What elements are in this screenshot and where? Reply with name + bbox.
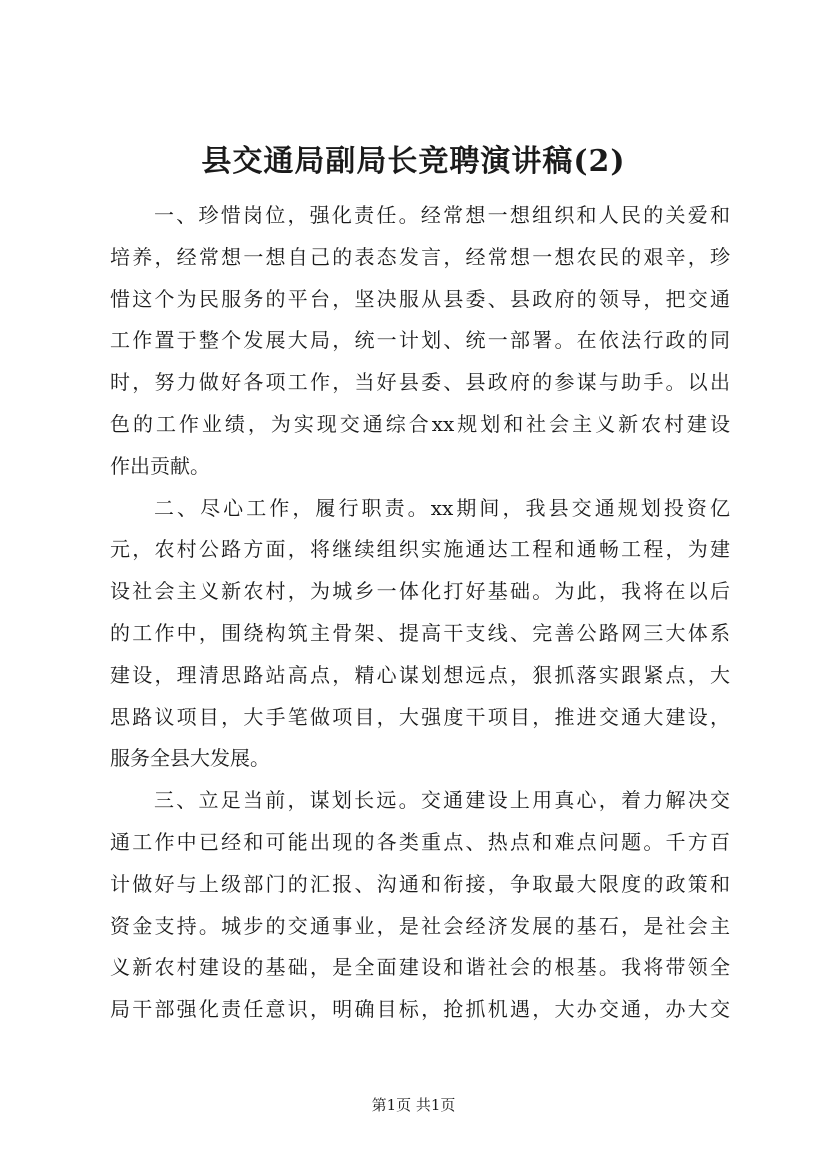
paragraph-1-line-1: 一、珍惜岗位，强化责任。经常想一想组织和人民的关爱和 xyxy=(154,203,730,227)
paragraph-1-line-4: 工作置于整个发展大局，统一计划、统一部署。在依法行政的同 xyxy=(110,328,730,353)
paragraph-2-line-7: 服务全县大发展。 xyxy=(110,746,270,771)
paragraph-1-line-3: 惜这个为民服务的平台，坚决服从县委、县政府的领导，把交通 xyxy=(110,286,730,311)
page-number-footer: 第1页 共1页 xyxy=(371,1096,456,1114)
paragraph-1-line-7: 作出贡献。 xyxy=(110,453,210,478)
document-title: 县交通局副局长竞聘演讲稿(2) xyxy=(201,144,626,179)
paragraph-2-line-4: 的工作中，围绕构筑主骨架、提高干支线、完善公路网三大体系 xyxy=(110,620,730,645)
paragraph-2-line-1: 二、尽心工作，履行职责。xx期间，我县交通规划投资亿 xyxy=(154,495,730,520)
paragraph-2-line-2: 元，农村公路方面，将继续组织实施通达工程和通畅工程，为建 xyxy=(110,537,730,562)
paragraph-3-line-4: 资金支持。城步的交通事业，是社会经济发展的基石，是社会主 xyxy=(110,913,730,938)
paragraph-3-line-6: 局干部强化责任意识，明确目标，抢抓机遇，大办交通，办大交 xyxy=(110,997,730,1022)
paragraph-2-line-6: 思路议项目，大手笔做项目，大强度干项目，推进交通大建设， xyxy=(110,704,730,729)
paragraph-2-line-5: 建设，理清思路站高点，精心谋划想远点，狠抓落实跟紧点，大 xyxy=(110,662,730,687)
paragraph-2-line-3: 设社会主义新农村，为城乡一体化打好基础。为此，我将在以后 xyxy=(110,579,730,604)
document-body xyxy=(110,195,730,1031)
paragraph-3-line-5: 义新农村建设的基础，是全面建设和谐社会的根基。我将带领全 xyxy=(110,955,730,980)
paragraph-3-line-1: 三、立足当前，谋划长远。交通建设上用真心，着力解决交 xyxy=(154,788,730,813)
paragraph-1-line-5: 时，努力做好各项工作，当好县委、县政府的参谋与助手。以出 xyxy=(110,370,730,395)
paragraph-3-line-2: 通工作中已经和可能出现的各类重点、热点和难点问题。千方百 xyxy=(110,829,730,854)
paragraph-3-line-3: 计做好与上级部门的汇报、沟通和衔接，争取最大限度的政策和 xyxy=(110,871,730,896)
paragraph-1-line-2: 培养，经常想一想自己的表态发言，经常想一想农民的艰辛，珍 xyxy=(110,244,730,269)
paragraph-1-line-6: 色的工作业绩，为实现交通综合xx规划和社会主义新农村建设 xyxy=(110,411,730,436)
